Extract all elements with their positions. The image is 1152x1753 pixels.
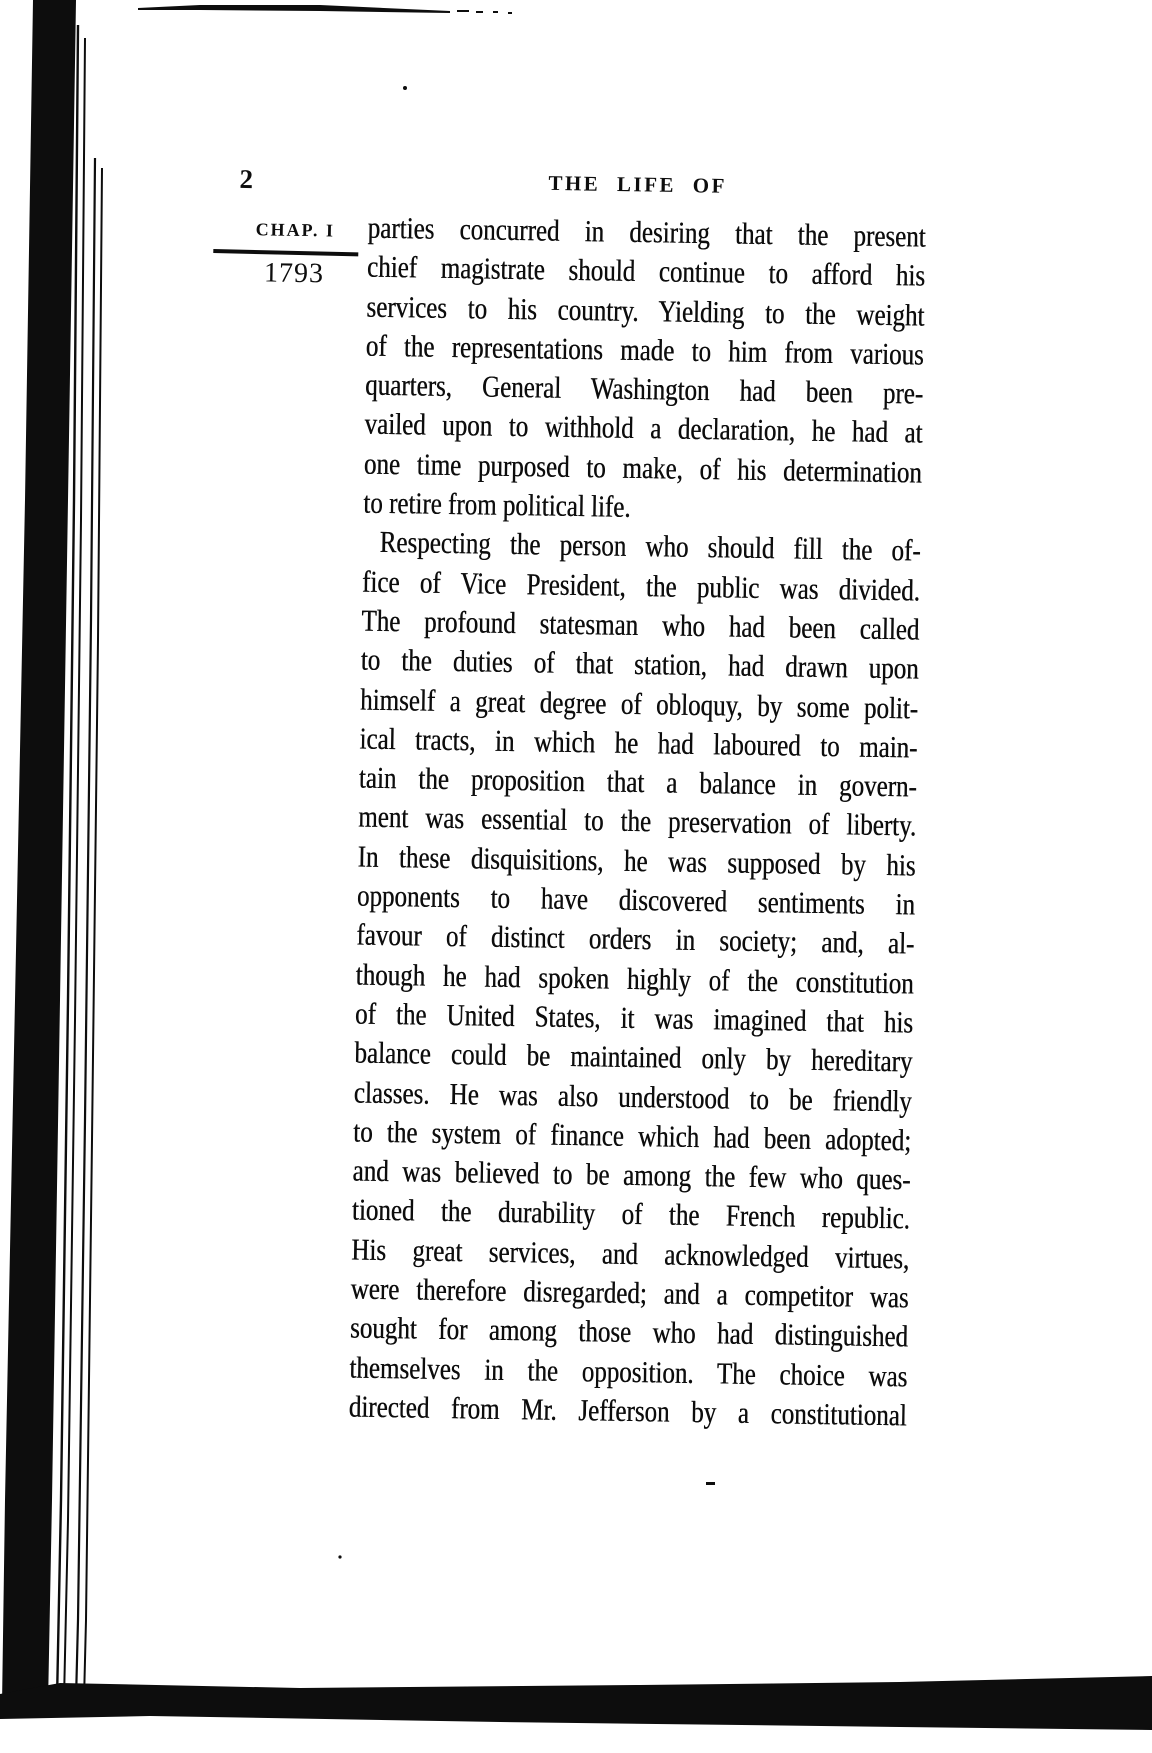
text-line: fice of Vice President, the public was divided. bbox=[361, 565, 921, 608]
text-line: His great services, and acknowledged virtues, bbox=[351, 1233, 910, 1276]
text-line: himself a great degree of obloquy, by some polit- bbox=[359, 683, 919, 726]
text-line: ment was essential to the preservation of liberty. bbox=[357, 801, 917, 844]
text-line: balance could be maintained only by hereditary bbox=[354, 1037, 913, 1080]
text-line: of the United States, it was imagined that his bbox=[354, 997, 914, 1040]
text-line: services to his country. Yielding to the weight bbox=[366, 290, 925, 333]
body-text-block bbox=[348, 209, 925, 1436]
text-line: ical tracts, in which he had laboured to main- bbox=[359, 722, 918, 765]
running-header: THE LIFE OF bbox=[548, 170, 728, 198]
text-line: parties concurred in desiring that the present bbox=[367, 211, 926, 254]
text-line: Respecting the person who should fill the of- bbox=[379, 526, 921, 569]
text-line: to retire from political life. bbox=[363, 487, 631, 525]
text-line: themselves in the opposition. The choice was bbox=[349, 1351, 908, 1394]
text-line: quarters, General Washington had been pre- bbox=[364, 369, 924, 412]
text-line: tioned the durability of the French republic. bbox=[351, 1194, 911, 1237]
text-line: sought for among those who had distinguished bbox=[349, 1312, 909, 1355]
page-number: 2 bbox=[239, 163, 254, 195]
text-line: favour of distinct orders in society; and, al- bbox=[356, 919, 915, 962]
text-line: classes. He was also understood to be friendly bbox=[353, 1076, 912, 1119]
text-line: directed from Mr. Jefferson by a constitutional bbox=[348, 1390, 907, 1433]
text-line: The profound statesman who had been called bbox=[361, 604, 920, 647]
text-line: of the representations made to him from various bbox=[365, 329, 924, 372]
text-line: one time purposed to make, of his determination bbox=[363, 447, 923, 490]
text-line: chief magistrate should continue to afford his bbox=[366, 251, 926, 294]
text-line: In these disquisitions, he was supposed by his bbox=[357, 840, 916, 883]
chapter-label: CHAP. I bbox=[255, 219, 336, 241]
text-line: tain the proposition that a balance in govern- bbox=[358, 762, 918, 804]
text-line: opponents to have discovered sentiments in bbox=[356, 879, 916, 922]
text-line: to the system of finance which had been adopted; bbox=[352, 1115, 912, 1158]
year-label: 1793 bbox=[263, 257, 325, 290]
text-line: were therefore disregarded; and a competitor was bbox=[350, 1272, 909, 1315]
chapter-rule bbox=[213, 249, 358, 256]
text-line: and was believed to be among the few who ques- bbox=[352, 1155, 911, 1197]
text-line: to the duties of that station, had drawn upon bbox=[360, 644, 919, 687]
text-line: though he had spoken highly of the constitution bbox=[355, 958, 914, 1001]
text-line: vailed upon to withhold a declaration, he had at bbox=[364, 408, 923, 451]
